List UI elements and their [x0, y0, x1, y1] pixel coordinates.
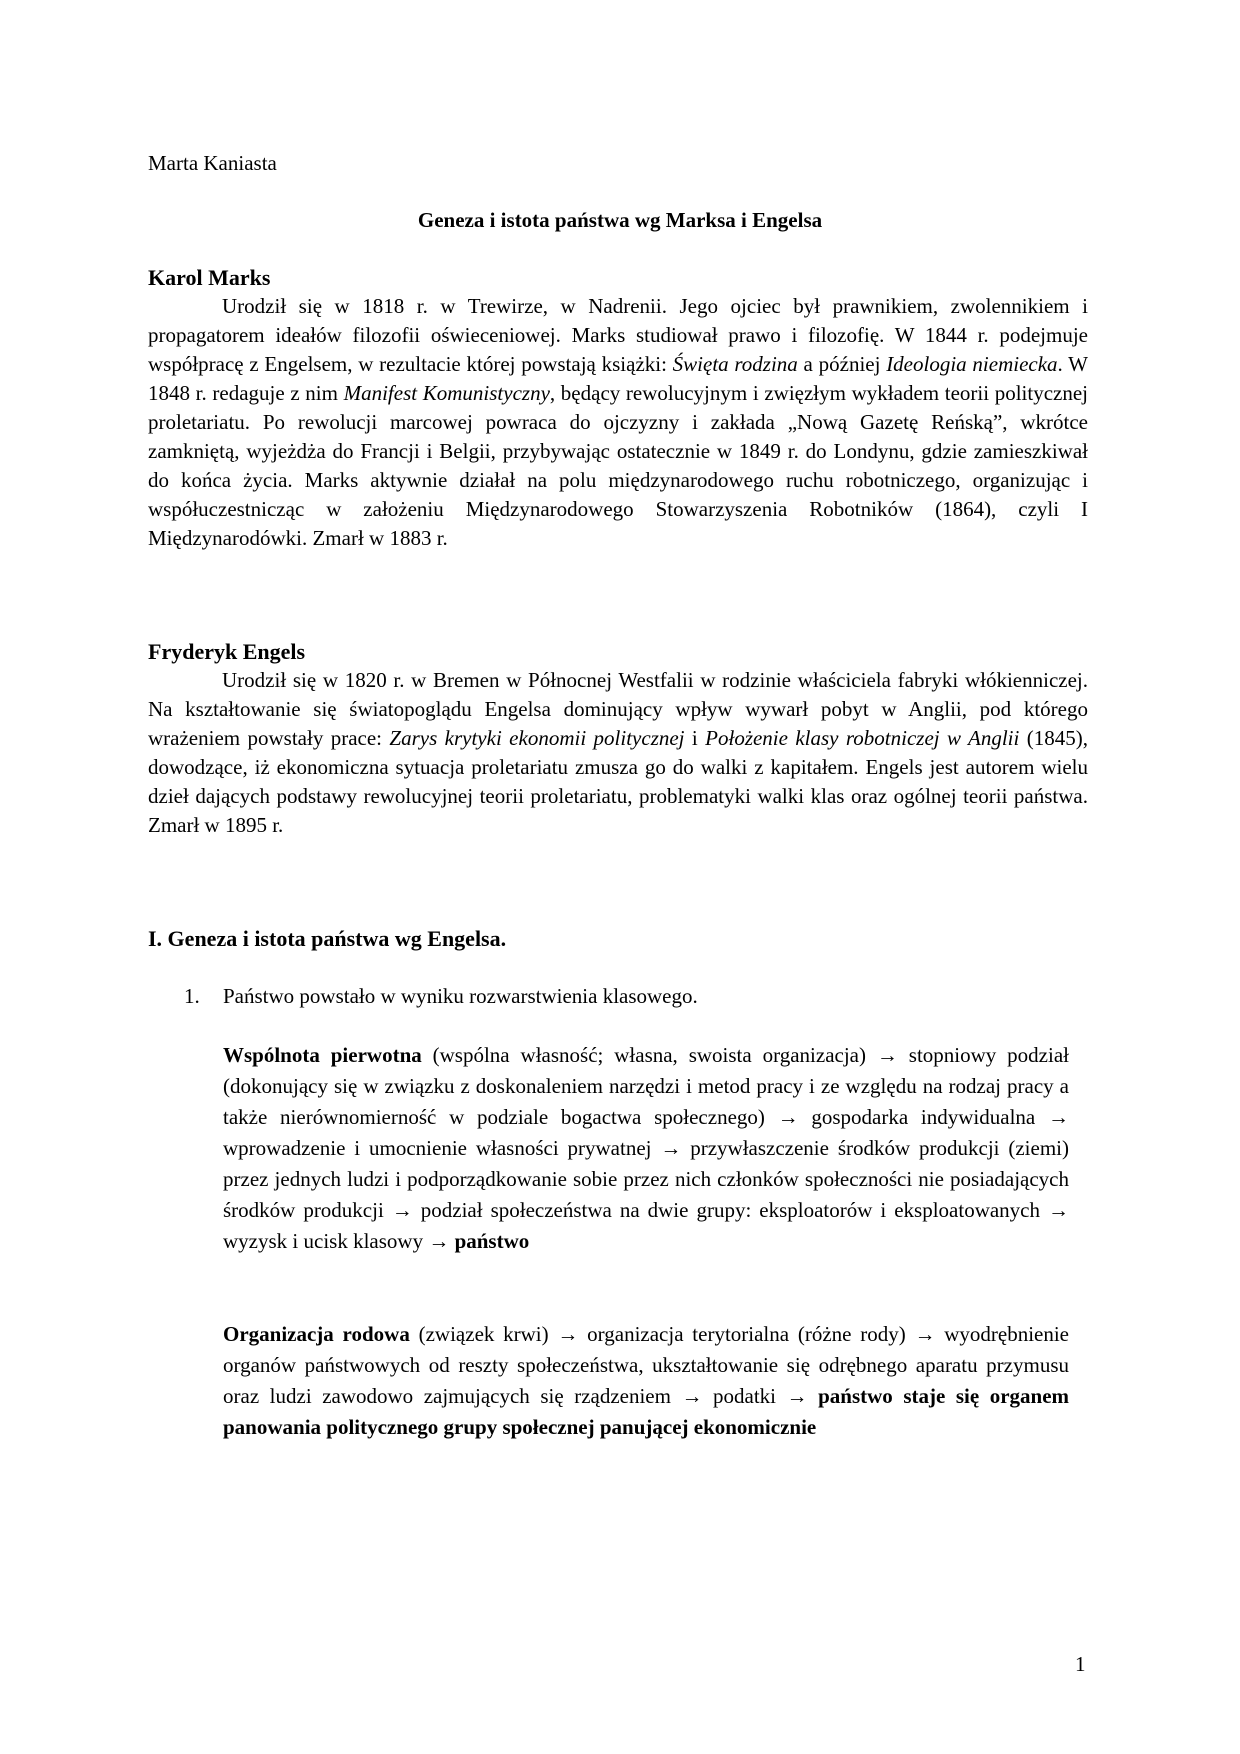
engels-text-1: Urodził się w 1820 r. w Bremen w Północnej Westfalii w rodzinie właściciela fabryki włókienniczej. Na kształtowanie się światopoglądu Engelsa dominujący wpływ wywarł pobyt w Anglii, pod którego wrażeniem powstały prace:: [148, 668, 1088, 750]
list-item-text: Państwo powstało w wyniku rozwarstwienia klasowego.: [223, 984, 698, 1008]
community-flow-end: państwo: [454, 1229, 530, 1253]
list-item-marker: 1.: [184, 984, 200, 1008]
section1-heading: I. Geneza i istota państwa wg Engelsa.: [148, 926, 507, 951]
engels-text-3: (1845), dowodzące, iż ekonomiczna sytuacja proletariatu zmusza go do walki z kapitałem. Engels jest autorem wielu dzieł dających podstawy rewolucyjnej teorii proletariatu, problematyki walki klas oraz ogólnej teorii państwa. Zmarł w 1895 r.: [148, 726, 1088, 837]
marks-text-4: , będący rewolucyjnym i zwięzłym wykładem teorii politycznej proletariatu. Po rewolucji marcowej powraca do ojczyzny i zakłada „Nową Gazetę Reńską”, wkrótce zamkniętą, wyjeżdża do Francji i Belgii, przybywając ostatecznie w 1849 r. do Londynu, gdzie zamieszkiwał do końca życia. Marks aktywnie działał na polu międzynarodowego ruchu robotniczego, organizując i współuczestnicząc w założeniu Międzynarodowego Stowarzyszenia Robotników (1864), czyli I Międzynarodówki. Zmarł w 1883 r.: [148, 381, 1089, 550]
clan-flow-text: (związek krwi) → organizacja terytorialna (różne rody) → wyodrębnienie organów państwowych od reszty społeczeństwa, ukształtowanie się odrębnego aparatu przymusu oraz ludzi zawodowo zajmujących się rządzeniem → podatki →: [223, 1322, 1070, 1408]
engels-heading: Fryderyk Engels: [148, 639, 306, 664]
engels-work-2: Położenie klasy robotniczej w Anglii: [705, 726, 1020, 750]
page-number: 1: [1075, 1652, 1086, 1676]
engels-text-2: i: [684, 726, 706, 750]
marks-work-3: Manifest Komunistyczny: [343, 381, 550, 405]
community-flow-text: (wspólna własność; własna, swoista organizacja) → stopniowy podział (dokonujący się w związku z doskonaleniem narzędzi i metod pracy i ze względu na rodzaj pracy a także nierównomierność w podziale bogactwa społecznego) → gospodarka indywidualna → wprowadzenie i umocnienie własności prywatnej → przywłaszczenie środków produkcji (ziemi) przez jednych ludzi i podporządkowanie sobie przez nich członków społeczności nie posiadających środków produkcji → podział społeczeństwa na dwie grupy: eksploatorów i eksploatowanych → wyzysk i ucisk klasowy →: [223, 1043, 1069, 1253]
community-flow-lead: Wspólnota pierwotna: [223, 1043, 422, 1067]
engels-biography: [148, 666, 1088, 840]
engels-work-1: Zarys krytyki ekonomii politycznej: [389, 726, 685, 750]
community-flow-block: [223, 1040, 1069, 1257]
marks-heading: Karol Marks: [148, 265, 271, 290]
marks-text-3: . W 1848 r. redaguje z nim: [148, 352, 1088, 405]
marks-work-1: Święta rodzina: [672, 352, 798, 376]
author-name: Marta Kaniasta: [148, 151, 277, 175]
clan-flow-end: państwo staje się organem panowania politycznego grupy społecznej panującej ekonomicznie: [223, 1384, 1070, 1439]
clan-flow-block: [223, 1319, 1069, 1443]
clan-flow-lead: Organizacja rodowa: [223, 1322, 410, 1346]
document-title: Geneza i istota państwa wg Marksa i Engelsa: [417, 208, 823, 232]
marks-work-2: Ideologia niemiecka: [886, 352, 1058, 376]
marks-text-2: a później: [797, 352, 887, 376]
marks-biography: [148, 292, 1088, 553]
marks-text-1: Urodził się w 1818 r. w Trewirze, w Nadrenii. Jego ojciec był prawnikiem, zwolennikiem i propagatorem ideałów filozofii oświeceniowej. Marks studiował prawo i filozofię. W 1844 r. podejmuje współpracę z Engelsem, w rezultacie której powstają książki:: [148, 294, 1088, 376]
